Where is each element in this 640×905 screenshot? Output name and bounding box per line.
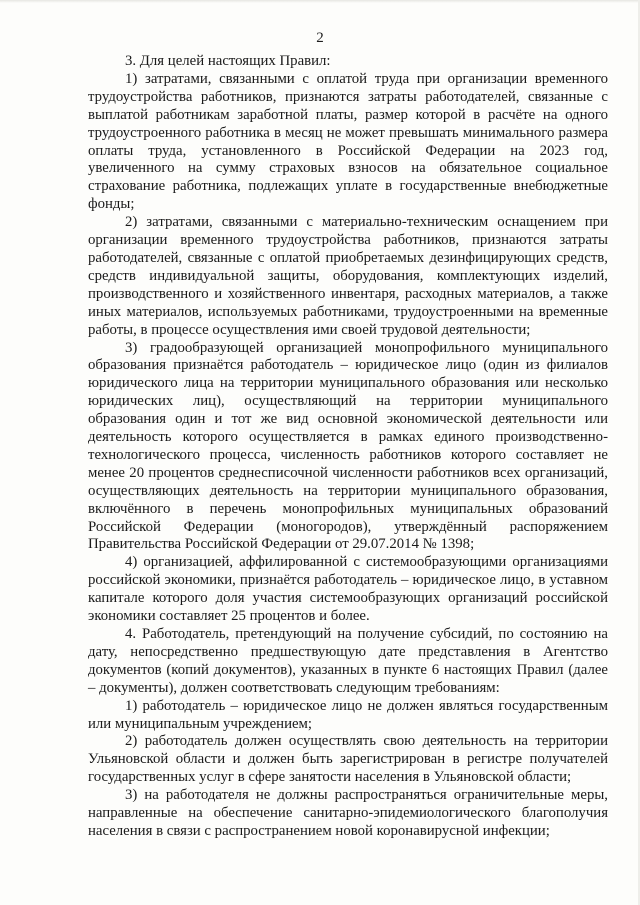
paragraph-section-4-requirements: 4. Работодатель, претендующий на получение субсидий, по состоянию на дату, непосредственно предшествующую дате представления в Агентство документов (копий документов), указанных в пункте 6 настоящих Правил (далее – документы), должен соответствовать следующим требованиям:	[88, 626, 608, 696]
paragraph-item-4-affiliated-organization: 4) организацией, аффилированной с системообразующими организациями российской экономики, признаётся работодатель – юридическое лицо, в уставном капитале которого доля участия системообразующих организаций российской экономики составляет 25 процентов и более.	[88, 554, 608, 625]
paragraph-requirement-3: 3) на работодателя не должны распространяться ограничительные меры, направленные на обеспечение санитарно-эпидемиологического благополучия населения в связи с распространением новой коронавирусной инфекции;	[88, 787, 608, 839]
paragraph-item-1-labor-costs: 1) затратами, связанными с оплатой труда при организации временного трудоустройства работников, признаются затраты работодателей, связанные с выплатой работникам заработной платы, размер которой в расчёте на одного трудоустроенного работника в месяц не может превышать минимального размера оплаты труда, установленного в Российской Федерации на 2023 год, увеличенного на сумму страховых взносов на обязательное социальное страхование работника, подлежащих уплате в государственные внебюджетные фонды;	[88, 70, 608, 213]
page-number: 2	[316, 30, 324, 46]
paragraph-requirement-2: 2) работодатель должен осуществлять свою деятельность на территории Ульяновской области и должен быть зарегистрирован в регистре получателей государственных услуг в сфере занятости населения в Ульяновской области;	[88, 733, 608, 786]
paragraph-section-3-heading: 3. Для целей настоящих Правил:	[125, 53, 331, 69]
paragraph-item-3-town-forming-organization: 3) градообразующей организацией монопрофильного муниципального образования признаётся работодатель – юридическое лицо (один из филиалов юридического лица на территории муниципального образования или несколько юридических лиц), осуществляющий на территории муниципального образования один и тот же вид основной экономической деятельности или деятельность которого осуществляется в рамках единого производственно-технологического процесса, численность работников которого составляет не менее 20 процентов среднесписочной численности работников всех организаций, осуществляющих деятельность на территории муниципального образования, включённого в перечень монопрофильных муниципальных образований Российской Федерации (моногородов), утверждённый распоряжением Правительства Российской Федерации от 29.07.2014 № 1398;	[88, 339, 608, 553]
document-body	[88, 53, 608, 841]
scan-edge-top	[0, 0, 640, 3]
paragraph-requirement-1: 1) работодатель – юридическое лицо не должен являться государственным или муниципальным учреждением;	[88, 697, 608, 732]
paragraph-item-2-equipment-costs: 2) затратами, связанными с материально-техническим оснащением при организации временного трудоустройства работников, признаются затраты работодателей, связанные с оплатой приобретаемых дезинфицирующих средств, средств индивидуальной защиты, оборудования, комплектующих изделий, производственного и хозяйственного инвентаря, расходных материалов, а также иных материалов, используемых работниками, трудоустроенными на временные работы, в процессе осуществления ими своей трудовой деятельности;	[88, 214, 608, 338]
